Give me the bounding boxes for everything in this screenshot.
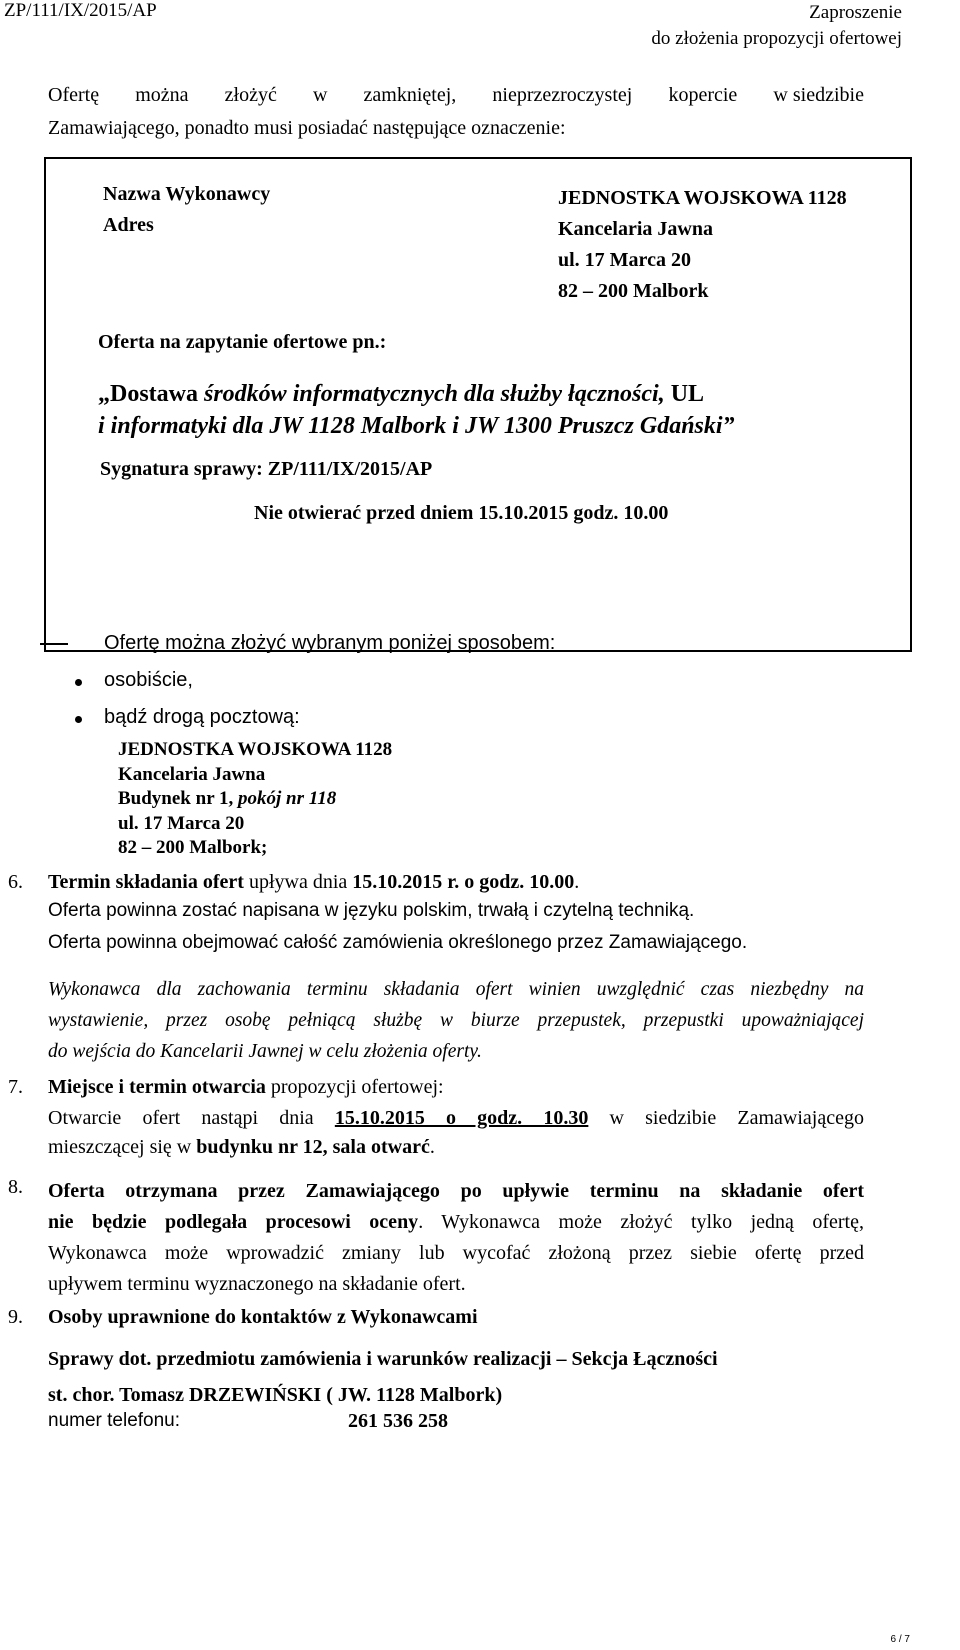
address-line: Kancelaria Jawna bbox=[558, 218, 713, 240]
delivery-option-post: bądź drogą pocztową: bbox=[104, 706, 300, 728]
note-line: wystawienie, przez osobę pełniącą służbę w biurze przepustek, przepustki upoważniającej bbox=[48, 1010, 864, 1031]
page-number: 6 / 7 bbox=[890, 1634, 910, 1645]
envelope-offer-label: Oferta na zapytanie ofertowe pn.: bbox=[98, 331, 387, 353]
delivery-option-personal: osobiście, bbox=[104, 669, 193, 691]
text-part: Otwarcie ofert nastąpi dnia bbox=[48, 1107, 335, 1129]
section-9-matters: Sprawy dot. przedmiotu zamówienia i warunków realizacji – Sekcja Łączności bbox=[48, 1348, 718, 1370]
body-line bbox=[48, 1207, 864, 1238]
envelope-subject-line1 bbox=[98, 381, 704, 408]
document-title bbox=[651, 0, 902, 52]
envelope-do-not-open: Nie otwierać przed dniem 15.10.2015 godz. 10.00 bbox=[254, 502, 669, 524]
section-6-number: 6. bbox=[8, 871, 23, 893]
subject-part: „Dostawa bbox=[98, 381, 204, 407]
subject-part: środków informatycznych dla służby łączności, bbox=[204, 381, 665, 407]
section-7-number: 7. bbox=[8, 1076, 23, 1098]
body-line: upływem terminu wyznaczonego na składanie ofert. bbox=[48, 1273, 466, 1295]
envelope-case-signature: Sygnatura sprawy: ZP/111/IX/2015/AP bbox=[100, 458, 433, 480]
envelope-subject-line2: i informatyki dla JW 1128 Malbork i JW 1300 Pruszcz Gdański” bbox=[98, 413, 735, 439]
text-part: Miejsce i termin otwarcia bbox=[48, 1076, 266, 1098]
text-part: upływa dnia bbox=[243, 871, 353, 893]
text-part: 15.10.2015 r. o godz. 10.00 bbox=[352, 871, 575, 893]
title-line2: do złożenia propozycji ofertowej bbox=[651, 28, 902, 49]
word: zamkniętej, bbox=[363, 84, 457, 106]
intro-line2: Zamawiającego, ponadto musi posiadać następujące oznaczenie: bbox=[48, 117, 566, 139]
envelope-recipient-address bbox=[558, 183, 847, 307]
text-part: mieszczącej się w bbox=[48, 1136, 197, 1158]
word: Ofertę bbox=[48, 84, 100, 106]
address-line: 82 – 200 Malbork; bbox=[118, 837, 268, 858]
bullet-icon bbox=[75, 716, 82, 723]
envelope-address-label: Adres bbox=[103, 214, 154, 236]
body-line: Oferta otrzymana przez Zamawiającego po upływie terminu na składanie ofert bbox=[48, 1180, 864, 1202]
section-6-deadline bbox=[48, 871, 579, 894]
intro-line1 bbox=[48, 84, 864, 107]
title-line1: Zaproszenie bbox=[809, 2, 902, 23]
section-8-body bbox=[48, 1176, 864, 1300]
section-8-number: 8. bbox=[8, 1176, 23, 1198]
section-9-number: 9. bbox=[8, 1306, 23, 1328]
address-line: JEDNOSTKA WOJSKOWA 1128 bbox=[118, 739, 393, 760]
phone-number: 261 536 258 bbox=[348, 1410, 448, 1432]
address-part: pokój nr 118 bbox=[238, 788, 337, 809]
section-7-location bbox=[48, 1136, 435, 1159]
address-line bbox=[118, 787, 392, 812]
section-7-title bbox=[48, 1076, 444, 1099]
body-line: Wykonawca może wprowadzić zmiany lub wycofać złożoną przez siebie ofertę przed bbox=[48, 1242, 864, 1264]
text-part: budynku nr 12, sala otwarć bbox=[196, 1136, 430, 1158]
address-line: JEDNOSTKA WOJSKOWA 1128 bbox=[558, 187, 847, 209]
bullet-icon bbox=[75, 679, 82, 686]
word: kopercie bbox=[668, 84, 738, 106]
text-part: 15.10.2015 o godz. 10.30 bbox=[334, 1107, 589, 1129]
phone-label: numer telefonu: bbox=[48, 1410, 181, 1431]
section-6-note bbox=[48, 974, 864, 1067]
address-line: 82 – 200 Malbork bbox=[558, 280, 709, 302]
section-7-opening bbox=[48, 1107, 864, 1130]
text-part: Termin składania ofert bbox=[48, 871, 244, 893]
word: w siedzibie bbox=[773, 84, 864, 106]
document-reference: ZP/111/IX/2015/AP bbox=[4, 0, 157, 21]
text-part: . Wykonawca może złożyć tylko jedną ofertę, bbox=[418, 1211, 864, 1233]
word: nieprzezroczystej bbox=[492, 84, 633, 106]
text-part: . bbox=[429, 1136, 435, 1158]
dash-marker bbox=[40, 643, 68, 645]
section-6-language: Oferta powinna zostać napisana w języku polskim, trwałą i czytelną techniką. bbox=[48, 900, 695, 921]
section-6-scope: Oferta powinna obejmować całość zamówienia określonego przez Zamawiającego. bbox=[48, 932, 748, 953]
address-line: ul. 17 Marca 20 bbox=[118, 812, 245, 834]
text-part: propozycji ofertowej: bbox=[265, 1076, 444, 1098]
word: w bbox=[312, 84, 328, 106]
contact-person: st. chor. Tomasz DRZEWIŃSKI ( JW. 1128 Malbork) bbox=[48, 1384, 503, 1406]
word: można bbox=[135, 84, 189, 106]
envelope-contractor-label: Nazwa Wykonawcy bbox=[103, 183, 271, 205]
address-part: Budynek nr 1, bbox=[118, 788, 239, 809]
address-line: Kancelaria Jawna bbox=[118, 763, 266, 785]
delivery-address bbox=[118, 738, 392, 861]
note-line: Wykonawca dla zachowania terminu składania ofert winien uwzględnić czas niezbędny na bbox=[48, 979, 864, 1000]
text-part: . bbox=[574, 871, 580, 893]
text-part: w siedzibie Zamawiającego bbox=[588, 1107, 864, 1129]
delivery-intro: Ofertę można złożyć wybranym poniżej sposobem: bbox=[104, 632, 556, 654]
subject-part: UL bbox=[664, 381, 705, 407]
section-9-title: Osoby uprawnione do kontaktów z Wykonawcami bbox=[48, 1306, 478, 1328]
address-line: ul. 17 Marca 20 bbox=[558, 249, 691, 271]
text-part: nie będzie podlegała procesowi oceny bbox=[48, 1211, 419, 1233]
note-line: do wejścia do Kancelarii Jawnej w celu złożenia oferty. bbox=[48, 1041, 482, 1062]
word: złożyć bbox=[224, 84, 277, 106]
